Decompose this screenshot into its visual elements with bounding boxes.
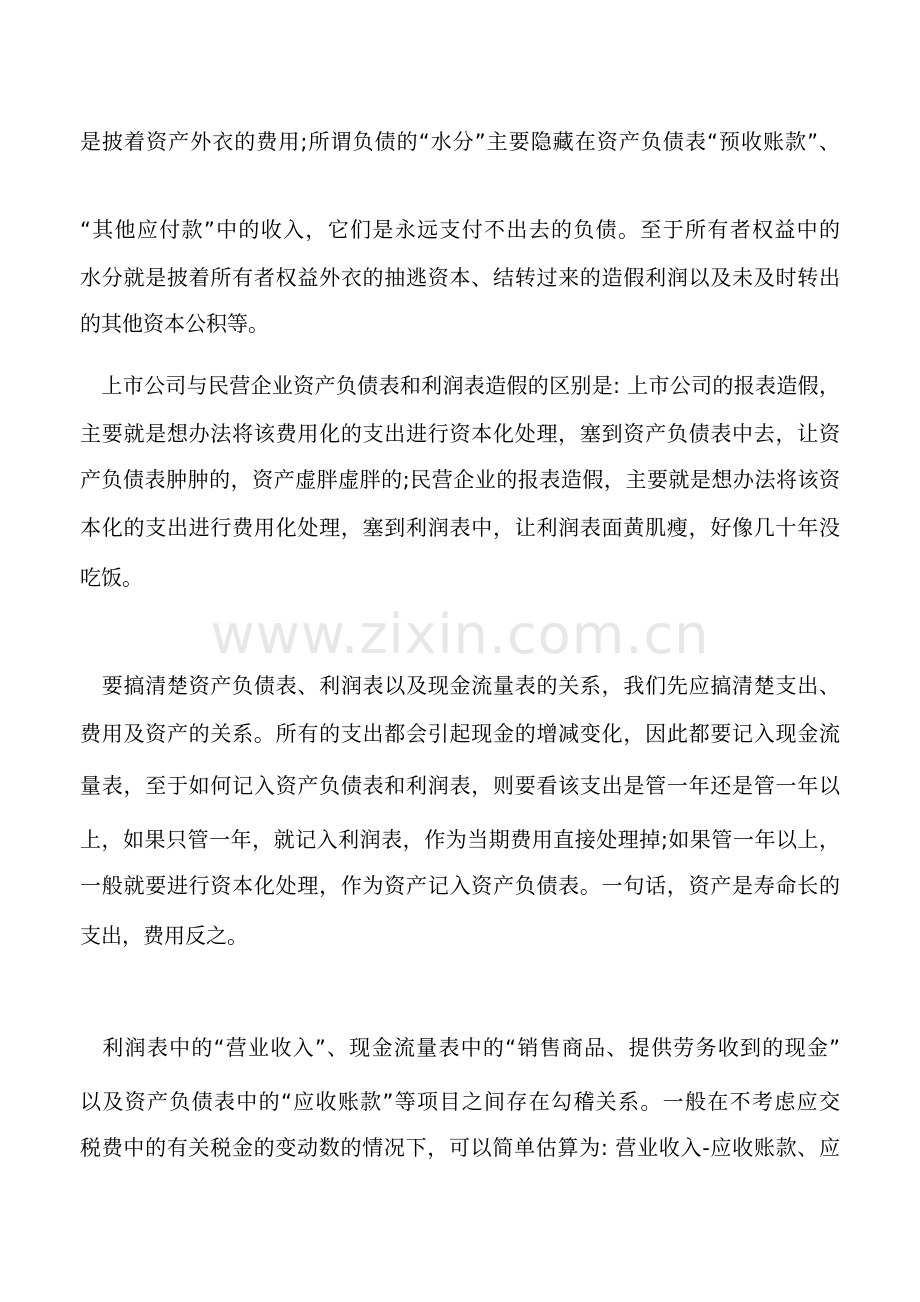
- text-line: 主要就是想办法将该费用化的支出进行资本化处理，塞到资产负债表中去，让资: [80, 422, 840, 446]
- text-line: 利润表中的“营业收入”、现金流量表中的“销售商品、提供劳务收到的现金”: [80, 1036, 840, 1060]
- text-line: 是披着资产外衣的费用;所谓负债的“水分”主要隐藏在资产负债表“预收账款”、: [80, 130, 840, 154]
- text-line: “其他应付款”中的收入，它们是永远支付不出去的负债。至于所有者权益中的: [80, 218, 840, 242]
- text-line: 的其他资本公积等。: [80, 312, 269, 336]
- text-line: 产负债表肿肿的，资产虚胖虚胖的;民营企业的报表造假，主要就是想办法将该资: [80, 468, 840, 492]
- text-line: 上，如果只管一年，就记入利润表，作为当期费用直接处理掉;如果管一年以上，: [80, 828, 840, 852]
- text-line: 本化的支出进行费用化处理，塞到利润表中，让利润表面黄肌瘦，好像几十年没: [80, 516, 840, 540]
- text-line: 以及资产负债表中的“应收账款”等项目之间存在勾稽关系。一般在不考虑应交: [80, 1090, 840, 1114]
- text-line: 费用及资产的关系。所有的支出都会引起现金的增减变化，因此都要记入现金流: [80, 722, 840, 746]
- text-line: 一般就要进行资本化处理，作为资产记入资产负债表。一句话，资产是寿命长的: [80, 874, 840, 898]
- text-line: 水分就是披着所有者权益外衣的抽逃资本、结转过来的造假利润以及未及时转出: [80, 266, 840, 290]
- text-line: 吃饭。: [80, 566, 143, 590]
- text-line: 要搞清楚资产负债表、利润表以及现金流量表的关系，我们先应搞清楚支出、: [80, 674, 840, 698]
- text-line: 上市公司与民营企业资产负债表和利润表造假的区别是: 上市公司的报表造假，: [80, 374, 840, 398]
- text-line: 税费中的有关税金的变动数的情况下，可以简单估算为: 营业收入-应收账款、应: [80, 1136, 840, 1160]
- text-line: 量表，至于如何记入资产负债表和利润表，则要看该支出是管一年还是管一年以: [80, 774, 840, 798]
- text-line: 支出，费用反之。: [80, 924, 248, 948]
- watermark-text: www.zixin.com.cn: [210, 603, 710, 666]
